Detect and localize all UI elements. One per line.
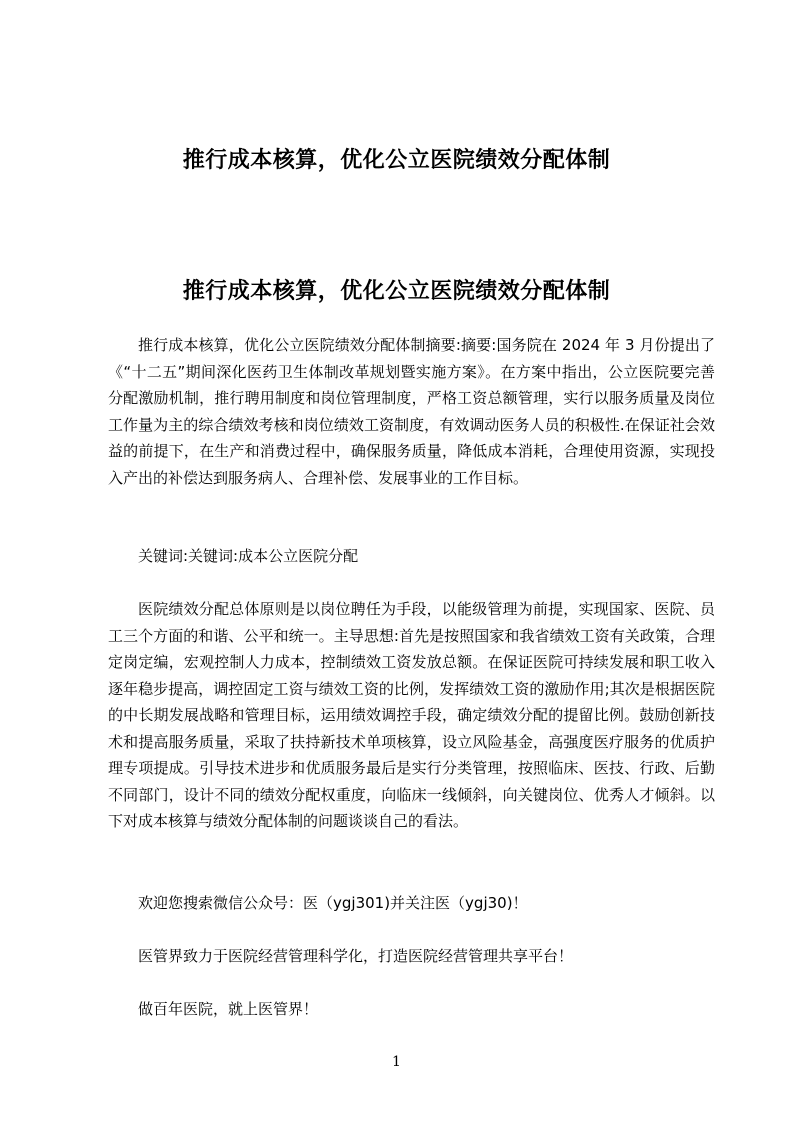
header-title: 推行成本核算，优化公立医院绩效分配体制 [182, 148, 611, 173]
abstract-paragraph: 推行成本核算，优化公立医院绩效分配体制摘要:摘要:国务院在 2024 年 3 月份提出了《“十二五”期间深化医药卫生体制改革规划暨实施方案》。在方案中指出，公立医院要完善分配激励机制，推行聘用制度和岗位管理制度，严格工资总额管理，实行以服务质量及岗位工作量为主的综合绩效考核和岗位绩效工资制度，有效调动医务人员的积极性.在保证社会效益的前提下，在生产和消费过程中，确保服务质量，降低成本消耗，合理使用资源，实现投入产出的补偿达到服务病人、合理补偿、发展事业的工作目标。 [108, 336, 715, 487]
closing-paragraph: 做百年医院，就上医管界！ [138, 1000, 319, 1018]
keywords-paragraph: 关键词:关键词:成本公立医院分配 [138, 547, 359, 565]
wechat-paragraph: 欢迎您搜索微信公众号：医（ygj301)并关注医（ygj30)！ [138, 894, 528, 912]
page-number: 1 [392, 1054, 401, 1070]
slogan-paragraph: 医管界致力于医院经营管理科学化，打造医院经营管理共享平台！ [138, 947, 574, 965]
principles-paragraph: 医院绩效分配总体原则是以岗位聘任为手段，以能级管理为前提，实现国家、医院、员工三个方面的和谐、公平和统一。主导思想:首先是按照国家和我省绩效工资有关政策，合理定岗定编，宏观控制人力成本，控制绩效工资发放总额。在保证医院可持续发展和职工收入逐年稳步提高，调控固定工资与绩效工资的比例，发挥绩效工资的激励作用;其次是根据医院的中长期发展战略和管理目标，运用绩效调控手段，确定绩效分配的提留比例。鼓励创新技术和提高服务质量，采取了扶持新技术单项核算，设立风险基金，高强度医疗服务的优质护理专项提成。引导技术进步和优质服务最后是实行分类管理，按照临床、医技、行政、后勤不同部门，设计不同的绩效分配权重度，向临床一线倾斜，向关键岗位、优秀人才倾斜。以下对成本核算与绩效分配体制的问题谈谈自己的看法。 [108, 600, 715, 830]
main-title: 推行成本核算，优化公立医院绩效分配体制 [182, 279, 611, 304]
